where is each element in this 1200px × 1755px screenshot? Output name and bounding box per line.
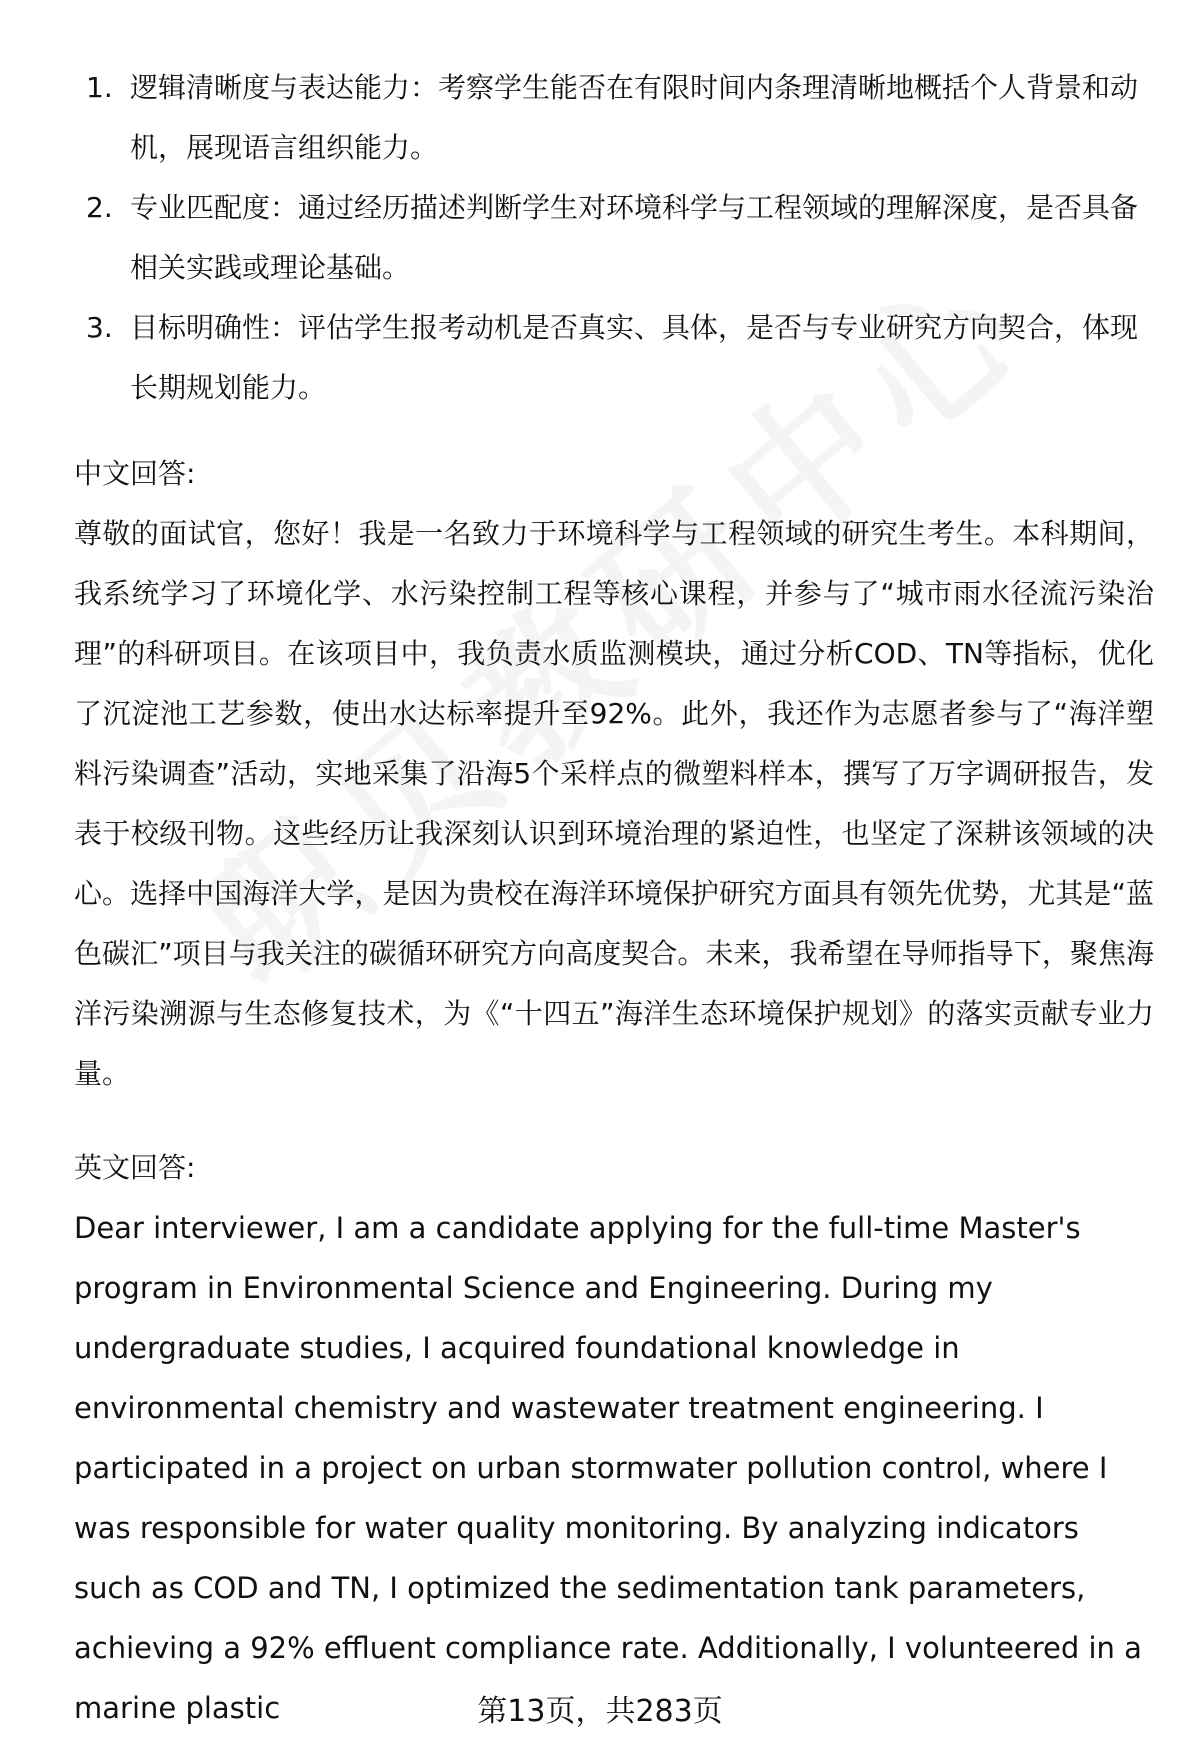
criteria-number: 1. <box>86 71 113 104</box>
chinese-answer-text: 尊敬的面试官，您好！我是一名致力于环境科学与工程领域的研究生考生。本科期间，我系统学习了环境化学、水污染控制工程等核心课程，并参与了“城市雨水径流污染治理”的科研项目。在该项目中，我负责水质监测模块，通过分析COD、TN等指标，优化了沉淀池工艺参数，使出水达标率提升至92%。此外，我还作为志愿者参与了“海洋塑料污染调查”活动，实地采集了沿海5个采样点的微塑料样本，撰写了万字调研报告，发表于校级刊物。这些经历让我深刻认识到环境治理的紧迫性，也坚定了深耕该领域的决心。选择中国海洋大学，是因为贵校在海洋环境保护研究方面具有领先优势，尤其是“蓝色碳汇”项目与我关注的碳循环研究方向高度契合。未来，我希望在导师指导下，聚焦海洋污染溯源与生态修复技术，为《“十四五”海洋生态环境保护规划》的落实贡献专业力量。 <box>74 517 1154 1090</box>
criteria-item <box>86 58 1146 178</box>
criteria-number: 2. <box>86 191 113 224</box>
criteria-item <box>86 298 1146 418</box>
evaluation-criteria-list <box>86 58 1146 418</box>
page-number: 第13页，共283页 <box>477 1694 723 1729</box>
criteria-text: 目标明确性：评估学生报考动机是否真实、具体，是否与专业研究方向契合，体现长期规划能力。 <box>130 311 1139 404</box>
criteria-number: 3. <box>86 311 113 344</box>
english-answer-text: Dear interviewer, I am a candidate applying for the full-time Master's program in Environmental Science and Engineering. During my undergraduate studies, I acquired foundational knowledge in environmental chemistry and wastewater treatment engineering. I participated in a project on urban stormwater pollution control, where I was responsible for water quality monitoring. By analyzing indicators such as COD and TN, I optimized the sedimentation tank parameters, achieving a 92% effluent compliance rate. Additionally, I volunteered in a marine plastic <box>74 1211 1142 1725</box>
criteria-text: 专业匹配度：通过经历描述判断学生对环境科学与工程领域的理解深度，是否具备相关实践或理论基础。 <box>130 191 1139 284</box>
chinese-answer-label: 中文回答: <box>74 457 196 490</box>
criteria-item <box>86 178 1146 298</box>
english-answer-label: 英文回答: <box>74 1151 196 1184</box>
criteria-text: 逻辑清晰度与表达能力：考察学生能否在有限时间内条理清晰地概括个人背景和动机，展现语言组织能力。 <box>130 71 1139 164</box>
